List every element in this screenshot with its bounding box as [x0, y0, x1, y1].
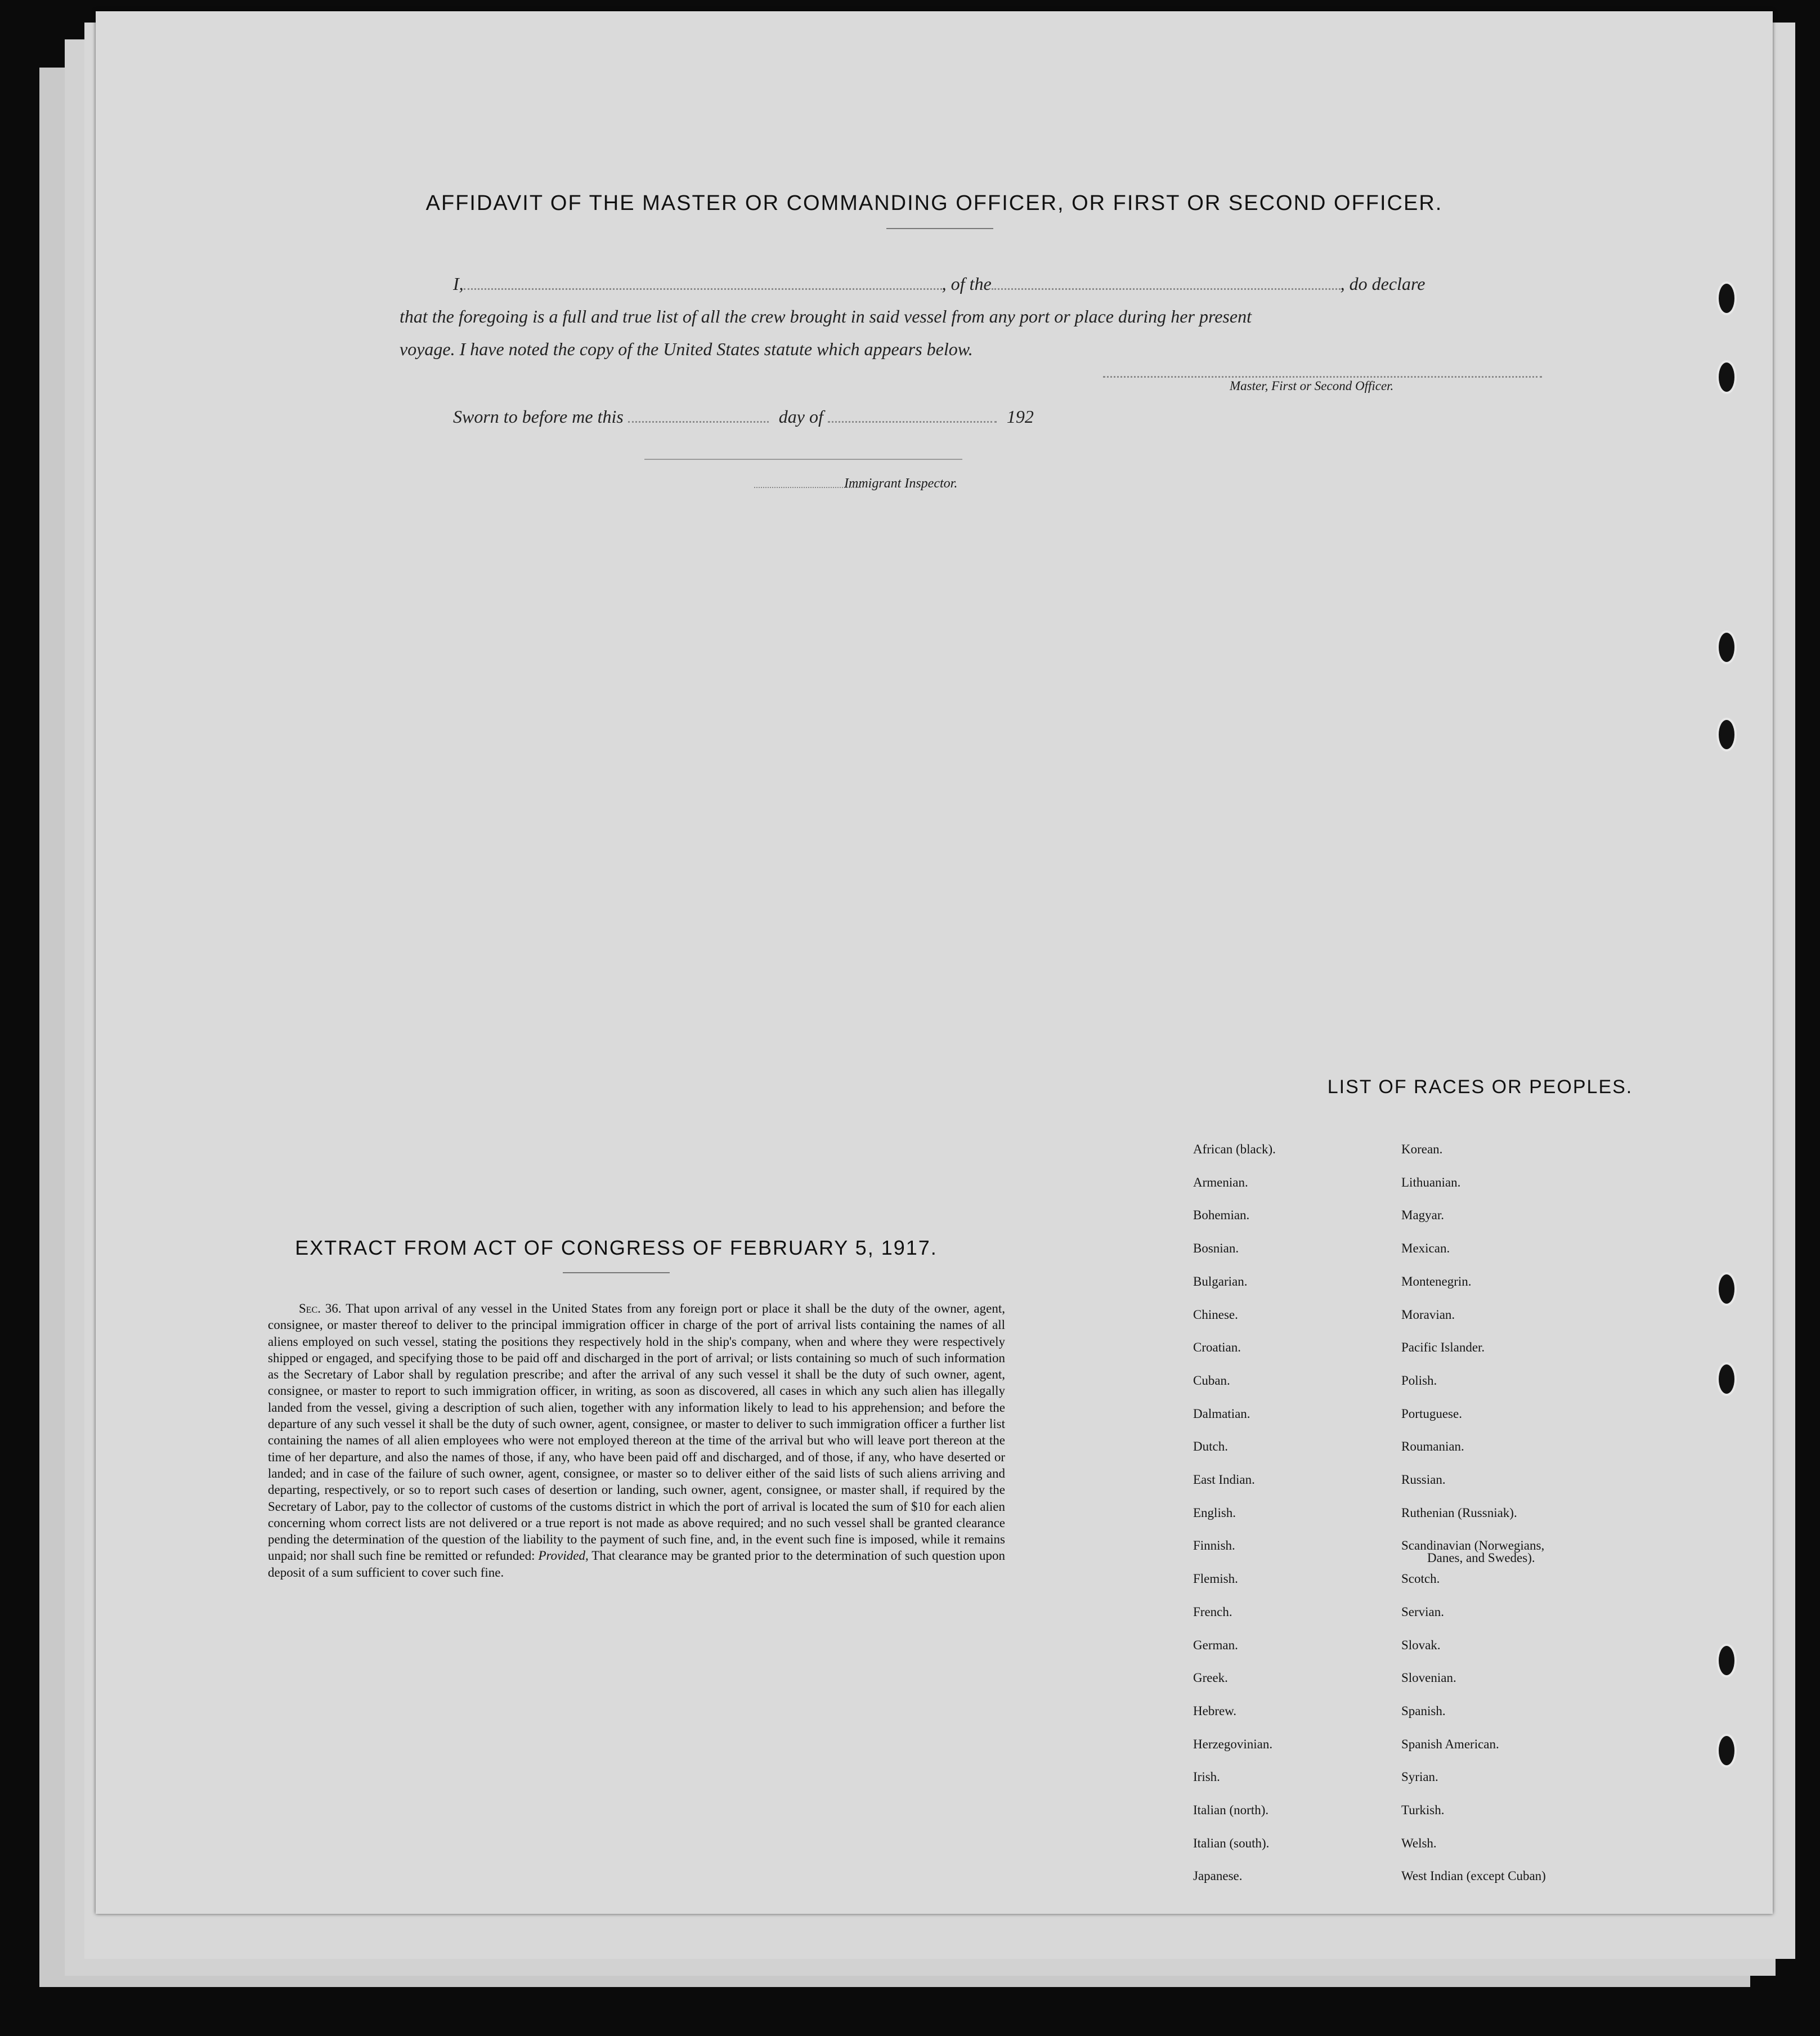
race-item: Portuguese. [1401, 1406, 1462, 1421]
race-item: Magyar. [1401, 1208, 1445, 1223]
race-item: Polish. [1401, 1373, 1437, 1388]
race-item: Cuban. [1193, 1373, 1230, 1388]
of-the-label: , of the [942, 274, 992, 294]
section-label: Sec. 36. [299, 1301, 342, 1315]
race-item: English. [1193, 1505, 1236, 1520]
race-item: Irish. [1193, 1770, 1220, 1784]
vessel-field[interactable] [992, 272, 1341, 290]
races-title: LIST OF RACES OR PEOPLES. [1327, 1076, 1633, 1098]
extract-title: EXTRACT FROM ACT OF CONGRESS OF FEBRUARY 5, 1917. [295, 1236, 938, 1259]
race-item: Bohemian. [1193, 1208, 1250, 1223]
affidavit-body [400, 267, 1576, 365]
title-rule [886, 228, 993, 229]
race-item: Flemish. [1193, 1572, 1238, 1586]
race-item: Welsh. [1401, 1836, 1437, 1850]
race-item: Dalmatian. [1193, 1406, 1250, 1421]
punch-hole-icon [1716, 1272, 1737, 1306]
race-item: Moravian. [1401, 1307, 1455, 1322]
affidavit-line-1 [400, 267, 1576, 300]
race-item: Ruthenian (Russniak). [1401, 1505, 1517, 1520]
sworn-day-field[interactable] [628, 405, 769, 423]
punch-hole-icon [1716, 281, 1737, 315]
race-item: Italian (south). [1193, 1836, 1270, 1850]
race-item: Montenegrin. [1401, 1274, 1472, 1288]
punch-hole-icon [1716, 1644, 1737, 1677]
race-item: Roumanian. [1401, 1439, 1464, 1454]
race-item: Scandinavian (Norwegians, [1401, 1538, 1545, 1553]
race-item: Russian. [1401, 1473, 1446, 1487]
race-item: Slovak. [1401, 1637, 1441, 1652]
punch-hole-icon [1716, 1362, 1737, 1396]
race-item: East Indian. [1193, 1473, 1255, 1487]
name-field[interactable] [464, 272, 942, 290]
race-item: French. [1193, 1604, 1232, 1619]
race-item: Bulgarian. [1193, 1274, 1248, 1288]
punch-hole-icon [1716, 360, 1737, 394]
section-tail: That clearance may be granted prior to the determination of such question upon deposit of a sum sufficient to cover such fine. [268, 1549, 1005, 1579]
sworn-line [453, 405, 1034, 427]
race-item: Dutch. [1193, 1439, 1228, 1454]
race-item: Turkish. [1401, 1803, 1445, 1817]
race-item: Lithuanian. [1401, 1175, 1461, 1189]
master-signature-field[interactable] [1103, 376, 1542, 378]
inspector-label: Immigrant Inspector. [844, 476, 958, 491]
race-item: Armenian. [1193, 1175, 1248, 1189]
i-label: I, [453, 274, 464, 294]
race-item: Croatian. [1193, 1340, 1241, 1355]
race-item: Greek. [1193, 1671, 1228, 1685]
race-item: Slovenian. [1401, 1671, 1456, 1685]
affidavit-line-2: that the foregoing is a full and true list of all the crew brought in said vessel from any port or place during her present [400, 306, 1252, 326]
race-item: German. [1193, 1637, 1238, 1652]
do-declare-label: , do declare [1340, 274, 1425, 294]
year-label: 192 [1006, 406, 1034, 427]
master-signature-label: Master, First or Second Officer. [1230, 379, 1394, 393]
race-item: Syrian. [1401, 1770, 1438, 1784]
race-item: Scotch. [1401, 1572, 1440, 1586]
section-body: That upon arrival of any vessel in the United States from any foreign port or place it shall be the duty of the owner, agent, consignee, or master thereof to deliver to the principal immigration officer in charge of the port of arrival lists containing the names of all aliens employed on such vessel, stating the positions they respectively hold in the ship's company, when and where they were respectively shipped or engaged, and specifying those to be paid off and discharged in the port of arrival; or lists containing so much of such information as the Secretary of Labor shall by regulation prescribe; and after the arrival of any such vessel it shall be the duty of such owner, agent, consignee, or master to report to such immigration officer, in writing, as soon as discovered, all cases in which any such alien has illegally landed from the vessel, giving a description of such alien, together with any information likely to lead to his apprehension; and before the departure of any such vessel it shall be the duty of such owner, agent, consignee, or master to deliver to such immigration officer a further list containing the names of all alien employees who were not employed thereon at the time of the arrival but who will leave port thereon at the time of her departure, and also the names of those, if any, who have been paid off and discharged, and of those, if any, who have deserted or landed; and in case of the failure of such owner, agent, consignee, or master so to deliver either of the said lists of such aliens arriving and departing, respectively, or so to report such cases of desertion or landing, such owner, agent, consignee, or master shall, if required by the Secretary of Labor, pay to the collector of customs of the customs district in which the port of arrival is located the sum of $10 for each alien concerning whom correct lists are not delivered or a true report is not made as above required; and no such vessel shall be granted clearance pending the determination of the question of the liability to the payment of such fine, and, in the event such fine is imposed, while it remains unpaid; nor shall such fine be remitted or refunded: [268, 1301, 1005, 1563]
race-item: Servian. [1401, 1604, 1445, 1619]
document-page [96, 11, 1773, 1914]
day-of-label: day of [778, 406, 823, 427]
race-item: Mexican. [1401, 1241, 1450, 1256]
race-item: Korean. [1401, 1142, 1443, 1156]
race-item: Herzegovinian. [1193, 1737, 1273, 1751]
punch-hole-icon [1716, 718, 1737, 751]
race-item: Spanish American. [1401, 1737, 1499, 1751]
race-item: Japanese. [1193, 1869, 1243, 1883]
punch-hole-icon [1716, 630, 1737, 664]
affidavit-title: AFFIDAVIT OF THE MASTER OR COMMANDING OFFICER, OR FIRST OR SECOND OFFICER. [425, 191, 1443, 215]
race-item: Bosnian. [1193, 1241, 1239, 1256]
race-item-continuation: Danes, and Swedes). [1427, 1551, 1535, 1565]
sworn-month-field[interactable] [828, 405, 997, 423]
inspector-signature-line [644, 459, 962, 460]
affidavit-line-3: voyage. I have noted the copy of the United States statute which appears below. [400, 339, 973, 359]
race-item: Finnish. [1193, 1538, 1235, 1553]
race-item: Spanish. [1401, 1703, 1446, 1718]
provided-label: Provided, [538, 1549, 589, 1563]
punch-hole-icon [1716, 1734, 1737, 1767]
race-item: African (black). [1193, 1142, 1276, 1156]
race-item: West Indian (except Cuban) [1401, 1869, 1546, 1883]
extract-title-rule [563, 1272, 670, 1273]
race-item: Hebrew. [1193, 1703, 1237, 1718]
race-item: Pacific Islander. [1401, 1340, 1485, 1355]
race-item: Italian (north). [1193, 1803, 1269, 1817]
extract-text [268, 1300, 1005, 1581]
sworn-label: Sworn to before me this [453, 406, 624, 427]
race-item: Chinese. [1193, 1307, 1238, 1322]
